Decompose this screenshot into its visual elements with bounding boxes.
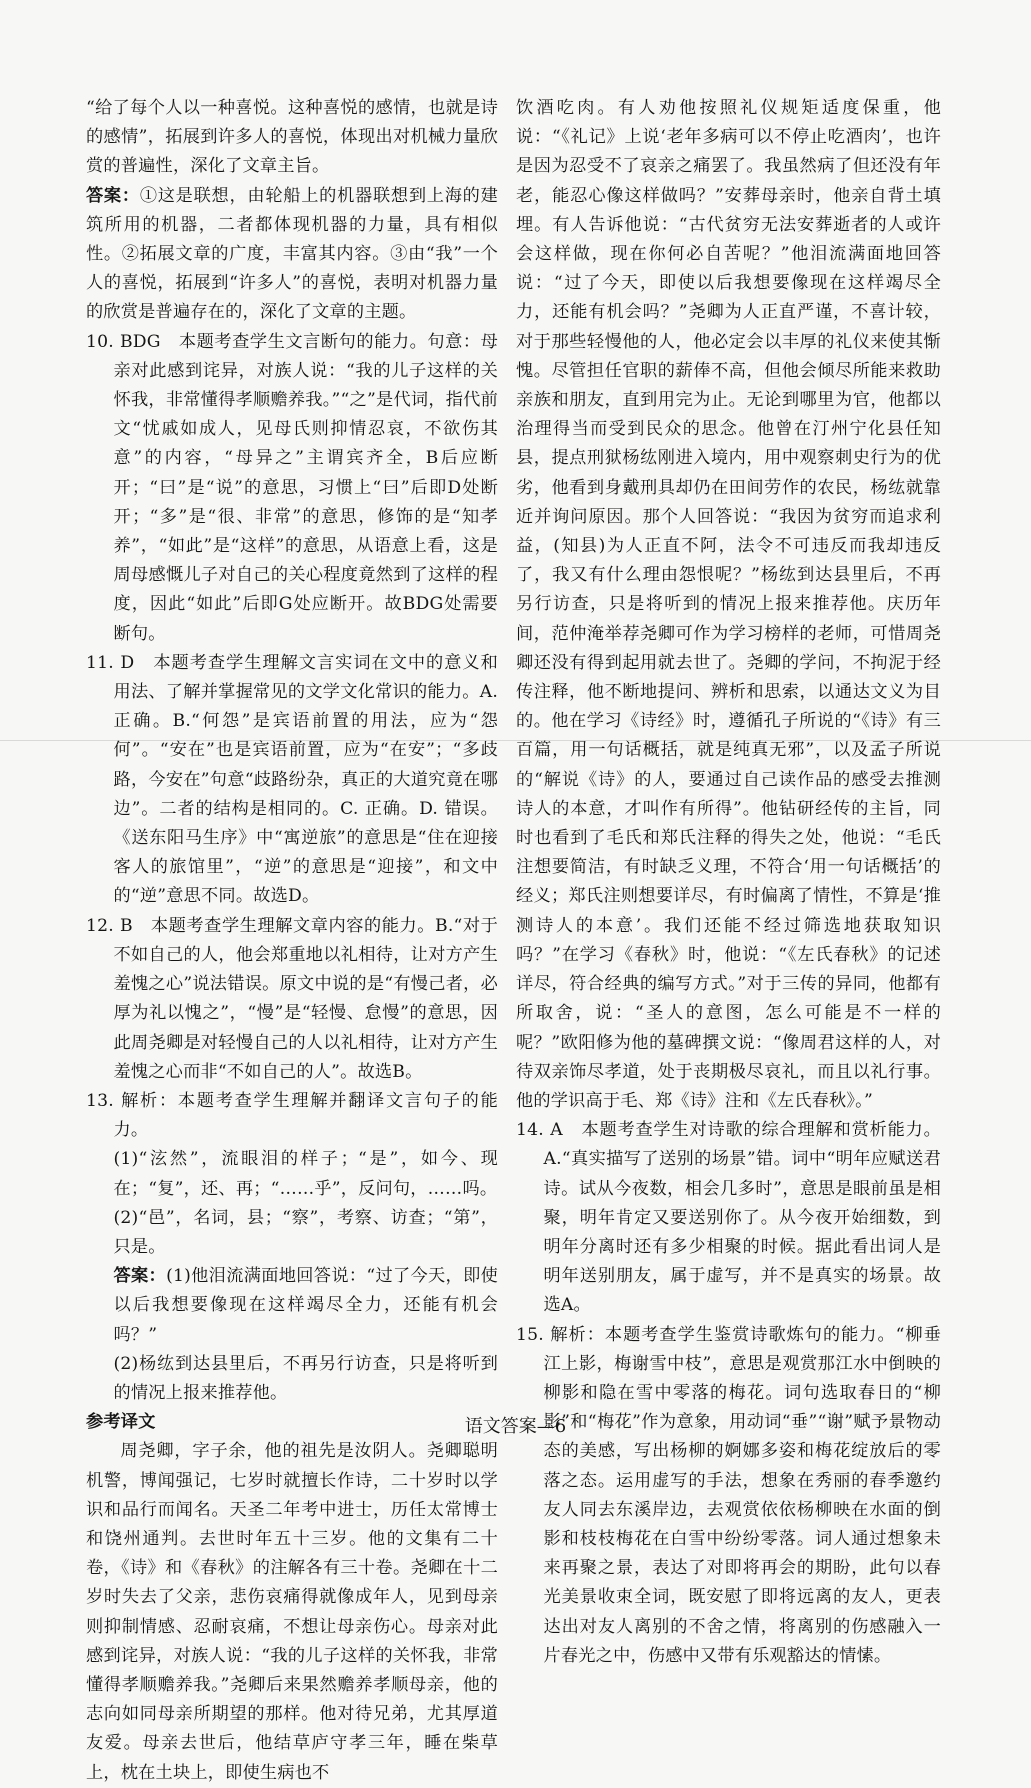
question-11: 11. D 本题考查学生理解文言实词在文中的意义和用法、了解并掌握常见的文学文化常识的能力。A. 正确。B.“何怨”是宾语前置的用法，应为“怨何”。“安在”也是宾语前置，应为“在安”；“多歧路，今安在”句意“歧路纷杂，真正的大道究竟在哪边”。二者的结构是相同的。C. 正确。D. 错误。《送东阳马生序》中“寓逆旅”的意思是“住在迎接客人的旅馆里”，“逆”的意思是“迎接”，和文中的“逆”意思不同。故选D。: [86, 652, 498, 907]
question-13-answer1: [86, 1262, 498, 1350]
question-13-part2: (2)“邑”，名词，县；“察”，考察、访查；“第”，只是。: [113, 1207, 498, 1257]
intro-answer: [86, 182, 498, 328]
page-footer: 语文答案—6: [464, 1416, 567, 1437]
question-13-head: 13. 解析：本题考查学生理解并翻译文言句子的能力。: [86, 1090, 498, 1141]
question-13-answer2: (2)杨纮到达县里后，不再另行访查，只是将听到的情况上报来推荐他。: [113, 1353, 498, 1403]
left-column: [86, 94, 498, 1788]
answer-label: 答案：: [86, 185, 140, 206]
question-14: 14. A 本题考查学生对诗歌的综合理解和赏析能力。A.“真实描写了送别的场景”错。词中“明年应赋送君诗。试从今夜数，相会几多时”，意思是眼前虽是相聚，明年肯定又要送别你了。从今夜开始细数，到明年分离时还有多少相聚的时候。据此看出词人是明年送别朋友，属于虚写，并不是真实的场景。故选A。: [516, 1120, 941, 1316]
question-13-part1: (1)“泫然”，流眼泪的样子；“是”，如今、现在；“复”，还、再；“……乎”，反问句，……吗。: [113, 1149, 498, 1199]
intro-answer-text: ①这是联想，由轮船上的机器联想到上海的建筑所用的机器，二者都体现机器的力量，具有相似性。②拓展文章的广度，丰富其内容。③由“我”一个人的喜悦，拓展到“许多人”的喜悦，表明对机器力量的欣赏是普遍存在的，深化了文章的主题。: [86, 185, 498, 323]
reference-translation-text: 周尧卿，字子余，他的祖先是汝阴人。尧卿聪明机警，博闻强记，七岁时就擅长作诗，二十岁时以学识和品行而闻名。天圣二年考中进士，历任太常博士和饶州通判。去世时年五十三岁。他的文集有二十卷，《诗》和《春秋》的注解各有三十卷。尧卿在十二岁时失去了父亲，悲伤哀痛得就像成年人，见到母亲则抑制情感、忍耐哀痛，不想让母亲伤心。母亲对此感到诧异，对族人说：“我的儿子这样的关怀我，非常懂得孝顺赡养我。”尧卿后来果然赡养孝顺母亲，他的志向如同母亲所期望的那样。他对待兄弟，尤其厚道友爱。母亲去世后，他结草庐守孝三年，睡在柴草上，枕在土块上，即使生病也不: [86, 1441, 498, 1783]
reference-translation-heading: 参考译文: [86, 1412, 156, 1433]
reference-translation-continued: 饮酒吃肉。有人劝他按照礼仪规矩适度保重，他说：“《礼记》上说‘老年多病可以不停止吃酒肉’，也许是因为忍受不了哀亲之痛罢了。我虽然病了但还没有年老，能忍心像这样做吗？”安葬母亲时，他亲自背土填埋。有人告诉他说：“古代贫穷无法安葬逝者的人或许会这样做，现在你何必自苦呢？”他泪流满面地回答说：“过了今天，即使以后我想要像现在这样竭尽全力，还能有机会吗？”尧卿为人正直严谨，不喜计较，对于那些轻慢他的人，他必定会以丰厚的礼仪来使其惭愧。尽管担任官职的薪俸不高，但他会倾尽所能来救助亲族和朋友，直到用完为止。无论到哪里为官，他都以治理得当而受到民众的思念。他曾在汀州宁化县任知县，提点刑狱杨纮刚进入境内，用中观察刺史行为的优劣，他看到身戴刑具却仍在田间劳作的农民，杨纮就靠近并询问原因。那个人回答说：“我因为贫穷而追求利益，(知县)为人正直不阿，法令不可违反而我却违反了，我又有什么理由怨恨呢？”杨纮到达县里后，不再另行访查，只是将听到的情况上报来推荐他。庆历年间，范仲淹举荐尧卿可作为学习榜样的老师，可惜周尧卿还没有得到起用就去世了。尧卿的学问，不拘泥于经传注释，他不断地提问、辨析和思索，以通达文义为目的。他在学习《诗经》时，遵循孔子所说的“《诗》有三百篇，用一句话概括，就是纯真无邪”，以及孟子所说的“解说《诗》的人，要通过自己读作品的感受去推测诗人的本意，才叫作有所得”。他钻研经传的主旨，同时也看到了毛氏和郑氏注释的得失之处，他说：“毛氏注想要简洁，有时缺乏义理，不符合‘用一句话概括’的经义；郑氏注则想要详尽，有时偏离了情性，不算是‘推测诗人的本意’。我们还能不经过筛选地获取知识吗？”在学习《春秋》时，他说：“《左氏春秋》的记述详尽，符合经典的编写方式。”对于三传的异同，他都有所取舍，说：“圣人的意图，怎么可能是不一样的呢？”欧阳修为他的墓碑撰文说：“像周君这样的人，对待双亲饰尽孝道，处于丧期极尽哀礼，而且以礼行事。他的学识高于毛、郑《诗》注和《左氏春秋》。”: [516, 98, 941, 1111]
question-12: 12. B 本题考查学生理解文章内容的能力。B.“对于不如自己的人，他会郑重地以礼相待，让对方产生羞愧之心”说法错误。原文中说的是“有慢己者，必厚为礼以愧之”，“慢”是“轻慢、怠慢”的意思，因此周尧卿是对轻慢自己的人以礼相待，让对方产生羞愧之心而非“不如自己的人”。故选B。: [86, 915, 498, 1082]
question-10: 10. BDG 本题考查学生文言断句的能力。句意：母亲对此感到诧异，对族人说：“我的儿子这样的关怀我，非常懂得孝顺赡养我。”“之”是代词，指代前文“忧戚如成人，见母氏则抑情忍哀，不欲伤其意”的内容，“母异之”主谓宾齐全，B后应断开；“曰”是“说”的意思，习惯上“曰”后即D处断开；“多”是“很、非常”的意思，修饰的是“知孝养”，“如此”是“这样”的意思，从语意上看，这是周母感慨儿子对自己的关心程度竟然到了这样的程度，因此“如此”后即G处应断开。故BDG处需要断句。: [86, 331, 498, 644]
question-13-answer1-text: (1)他泪流满面地回答说：“过了今天，即使以后我想要像现在这样竭尽全力，还能有机会吗？”: [113, 1266, 498, 1345]
intro-paragraph: “给了每个人以一种喜悦。这种喜悦的感情，也就是诗的感情”，拓展到许多人的喜悦，体现出对机械力量欣赏的普遍性，深化了文章主旨。: [86, 98, 498, 177]
question-15: 15. 解析：本题考查学生鉴赏诗歌炼句的能力。“柳垂江上影，梅谢雪中枝”，意思是观赏那江水中倒映的柳影和隐在雪中零落的梅花。词句选取春日的“柳影”和“梅花”作为意象，用动词“垂”“谢”赋予景物动态的美感，写出杨柳的婀娜多姿和梅花绽放后的零落之态。运用虚写的手法，想象在秀丽的春季邀约友人同去东溪岸边，去观赏依依杨柳映在水面的倒影和枝枝梅花在白雪中纷纷零落。词人通过想象未来再聚之景，表达了对即将再会的期盼，此句以春光美景收束全词，既安慰了即将远离的友人，更表达出对友人离别的不舍之情，将离别的伤感融入一片春光之中，伤感中又带有乐观豁达的情愫。: [516, 1324, 941, 1666]
answer-label: 答案：: [113, 1266, 167, 1287]
